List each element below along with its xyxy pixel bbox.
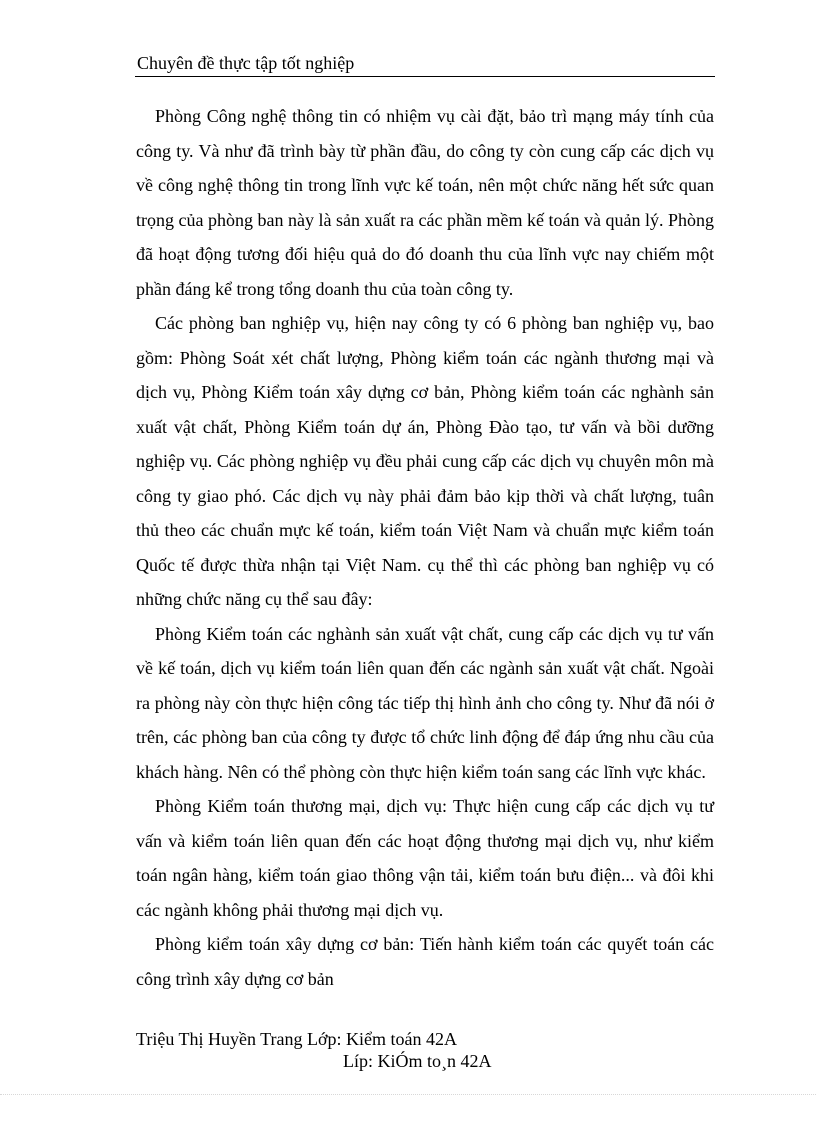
document-body bbox=[136, 99, 714, 996]
page-header-title: Chuyên đề thực tập tốt nghiệp bbox=[137, 53, 355, 73]
paragraph-business-departments: Các phòng ban nghiệp vụ, hiện nay công ty có 6 phòng ban nghiệp vụ, bao gồm: Phòng Soát xét chất lượng, Phòng kiểm toán các ngành thương mại và dịch vụ, Phòng Kiểm toán xây dựng cơ bản, Phòng kiểm toán các nghành sản xuất vật chất, Phòng Kiểm toán dự án, Phòng Đào tạo, tư vấn và bồi dưỡng nghiệp vụ. Các phòng nghiệp vụ đều phải cung cấp các dịch vụ chuyên môn mà công ty giao phó. Các dịch vụ này phải đảm bảo kịp thời và chất lượng, tuân thủ theo các chuẩn mực kế toán, kiểm toán Việt Nam và chuẩn mực kiểm toán Quốc tế được thừa nhận tại Việt Nam. cụ thể thì các phòng ban nghiệp vụ có những chức năng cụ thể sau đây: bbox=[136, 313, 714, 609]
paragraph-it-department: Phòng Công nghệ thông tin có nhiệm vụ cài đặt, bảo trì mạng máy tính của công ty. Và như đã trình bày từ phần đầu, do công ty còn cung cấp các dịch vụ về công nghệ thông tin trong lĩnh vực kế toán, nên một chức năng hết sức quan trọng của phòng ban này là sản xuất ra các phần mềm kế toán và quản lý. Phòng đã hoạt động tương đối hiệu quả do đó doanh thu của lĩnh vực nay chiếm một phần đáng kể trong tổng doanh thu của toàn công ty. bbox=[136, 106, 714, 299]
paragraph-material-production-audit: Phòng Kiểm toán các nghành sản xuất vật chất, cung cấp các dịch vụ tư vấn về kế toán, dịch vụ kiểm toán liên quan đến các ngành sản xuất vật chất. Ngoài ra phòng này còn thực hiện công tác tiếp thị hình ảnh cho công ty. Như đã nói ở trên, các phòng ban của công ty được tổ chức linh động để đáp ứng nhu cầu của khách hàng. Nên có thể phòng còn thực hiện kiểm toán sang các lĩnh vực khác. bbox=[136, 623, 714, 782]
paragraph-construction-audit: Phòng kiểm toán xây dựng cơ bản: Tiến hành kiểm toán các quyết toán các công trình xây dựng cơ bản bbox=[136, 934, 714, 989]
footer-author-line: Triệu Thị Huyền Trang Lớp: Kiểm toán 42A bbox=[136, 1029, 458, 1049]
header-divider bbox=[135, 76, 715, 77]
footer-class-line: Líp: KiÓm to¸n 42A bbox=[343, 1051, 492, 1071]
page-bottom-edge bbox=[0, 1094, 816, 1095]
paragraph-trade-service-audit: Phòng Kiểm toán thương mại, dịch vụ: Thực hiện cung cấp các dịch vụ tư vấn và kiểm toán liên quan đến các hoạt động thương mại dịch vụ, như kiểm toán ngân hàng, kiểm toán giao thông vận tải, kiểm toán bưu điện... và đôi khi các ngành không phải thương mại dịch vụ. bbox=[136, 796, 714, 920]
